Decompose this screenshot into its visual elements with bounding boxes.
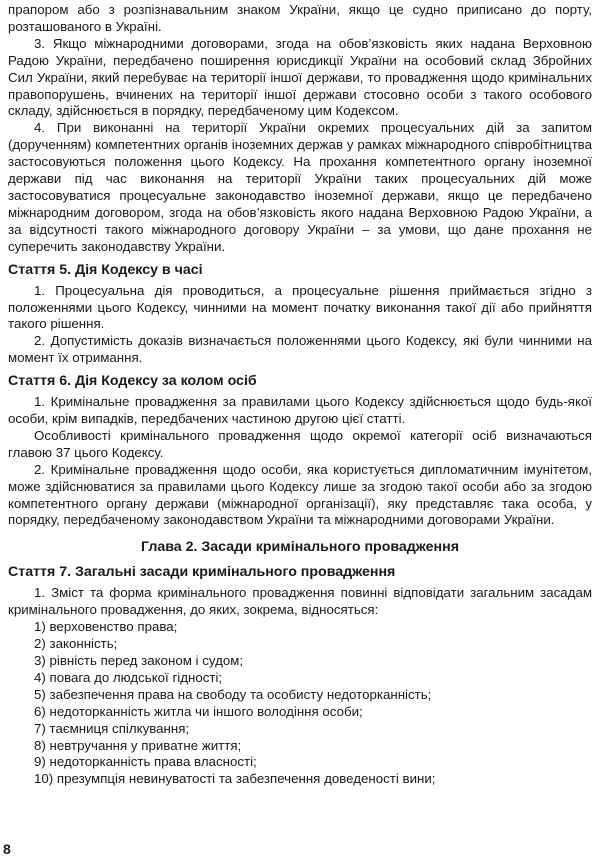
list-item: 9) недоторканність права власності;	[34, 754, 257, 770]
continued-paragraph: прапором або з розпізнавальним знаком України, якщо це судно приписано до порту, розташованого в Україні.	[8, 2, 592, 34]
article-6-paragraph-1: 1. Кримінальне провадження за правилами цього Кодексу здійснюється щодо будь-якої особи, крім випадків, передбачених частиною другою цієї статті.	[8, 394, 592, 427]
article-5-paragraph-2: 2. Допустимість доказів визначається положеннями цього Кодексу, які були чинними на момент їх отримання.	[8, 333, 592, 366]
paragraph-4: 4. При виконанні на території України окремих процесуальних дій за запитом (дорученням) компетентних органів іноземних держав у рамках міжнародного співробітництва застосовуються положення цього Кодексу. На прохання компетентного органу іноземної держави під час виконання на території України таких процесуальних дій може застосовуватися процесуальне законодавство іноземної держави, якщо це передбачено міжнародним договором, згода на обов’язковість якого надана Верховною Радою України, а за відсутності такого міжнародного договору України – за умови, що дане прохання не суперечить законодавству України.	[8, 120, 592, 254]
article-5-paragraph-1: 1. Процесуальна дія проводиться, а процесуальне рішення приймається згідно з положеннями цього Кодексу, чинними на момент початку виконання такої дії або прийняття такого рішення.	[8, 282, 592, 332]
principles-list	[8, 619, 592, 788]
chapter-2-heading: Глава 2. Засади кримінального провадження	[141, 539, 459, 556]
list-item: 1) верховенство права;	[34, 619, 178, 635]
list-item: 6) недоторканність житла чи іншого володіння особи;	[34, 703, 363, 719]
list-item: 10) презумпція невинуватості та забезпечення доведеності вини;	[34, 771, 436, 787]
list-item: 2) законність;	[34, 636, 118, 652]
list-item: 8) невтручання у приватне життя;	[34, 737, 242, 753]
list-item: 3) рівність перед законом і судом;	[34, 653, 244, 668]
article-6-paragraph-note: Особливості кримінального провадження щодо окремої категорії осіб визначаються главою 37 цього Кодексу.	[8, 427, 592, 460]
list-item: 7) таємниця спілкування;	[34, 720, 190, 736]
list-item: 4) повага до людської гідності;	[34, 669, 223, 685]
article-5-heading: Стаття 5. Дія Кодексу в часі	[8, 261, 203, 278]
article-6-paragraph-2: 2. Кримінальне провадження щодо особи, яка користується дипломатичним імунітетом, може здійснюватися за правилами цього Кодексу лише за згодою такої особи або за згодою компетентного органу держави (міжнародної організації), яку представляє така особа, у порядку, передбаченому законодавством України та міжнародними договорами України.	[8, 461, 592, 528]
paragraph-3: 3. Якщо міжнародними договорами, згода на обов’язковість яких надана Верховною Радою України, передбачено поширення юрисдикції України на особовий склад Збройних Сил України, який перебуває на території іншої держави, то провадження щодо кримінальних правопорушень, вчинених на території іншої держави стосовно особи з такого особового складу, здійснюється в порядку, передбаченому цим Кодексом.	[8, 35, 592, 119]
page-number: 8	[3, 841, 11, 857]
article-7-intro: 1. Зміст та форма кримінального провадження повинні відповідати загальним засадам кримінального провадження, до яких, зокрема, відносяться:	[8, 585, 592, 618]
article-7-heading: Стаття 7. Загальні засади кримінального провадження	[8, 564, 396, 581]
article-6-heading: Стаття 6. Дія Кодексу за колом осіб	[8, 373, 257, 390]
list-item: 5) забезпечення права на свободу та особисту недоторканність;	[34, 686, 432, 702]
document-body	[8, 2, 592, 788]
